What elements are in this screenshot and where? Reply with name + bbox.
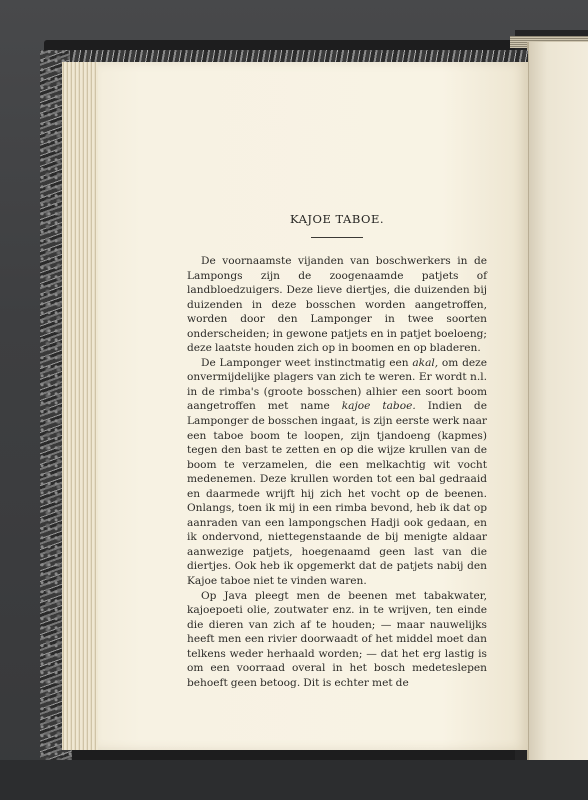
paragraph: [187, 589, 487, 691]
paragraph: [187, 254, 487, 356]
paragraph-text: Indien de Lamponger de bosschen ingaat, is zijn eerste werk naar een taboe boom te loopen, zijn tjandoeng (kapmes) tegen den bast te zetten en op die wijze krullen van de boom te verzamelen, die een melkachtig wit vocht medenemen. Deze krullen worden tot een bal gedraaid en daarmede wrijft hij zich het vocht op de beenen. Onlangs, toen ik mij in een rimba bevond, heb ik dat op aanraden van een lampongschen Hadji ook gedaan, en ik ondervond, niettegenstaande de bij menigte aldaar aanwezige patjets, hoegenaamd geen last van die diertjes. Ook heb ik opgemerkt dat de patjets nabij den Kajoe taboe niet te vinden waren.: [187, 400, 487, 588]
body-text: [187, 254, 487, 690]
title-rule: [311, 237, 363, 238]
scan-bottom-edge: [0, 760, 588, 800]
chapter-title-row: [0, 212, 588, 226]
page-stack-edge: [62, 62, 102, 750]
paragraph-text: De Lamponger weet instinctmatig een: [201, 356, 413, 369]
paragraph: [187, 356, 487, 589]
adjacent-book-pages: [527, 42, 588, 762]
italic-term: kajoe taboe.: [341, 400, 416, 413]
paragraph-text: om deze onvermijdelijke plagers van zich te weren. Er wordt n.l. in de rimba's (groote bosschen) alhier een soort boom aangetroffen met name: [187, 356, 487, 413]
paragraph-text: De voornaamste vijanden van boschwerkers in de Lampongs zijn de zoogenaamde patjets of landbloedzuigers. Deze lieve diertjes, die duizenden bij duizenden in deze bosschen worden aangetroffen, worden door den Lamponger in twee soorten onderscheiden; in gewone patjets en in patjet boeloeng; deze laatste houden zich op in boomen en op bladeren.: [187, 255, 487, 355]
chapter-title: KAJOE TABOE.: [289, 212, 384, 226]
paragraph-text: Op Java pleegt men de beenen met tabakwater, kajoepoeti olie, zoutwater enz. in te wrijven, ten einde die dieren van zich af te houden; — maar nauwelijks heeft men een rivier doorwaadt of het middel moet dan telkens weder herhaald worden; — dat het erg lastig is om een voorraad overal in het bosch medeteslepen behoeft geen betoog. Dit is echter met de: [187, 589, 487, 689]
italic-term: akal,: [412, 356, 439, 369]
